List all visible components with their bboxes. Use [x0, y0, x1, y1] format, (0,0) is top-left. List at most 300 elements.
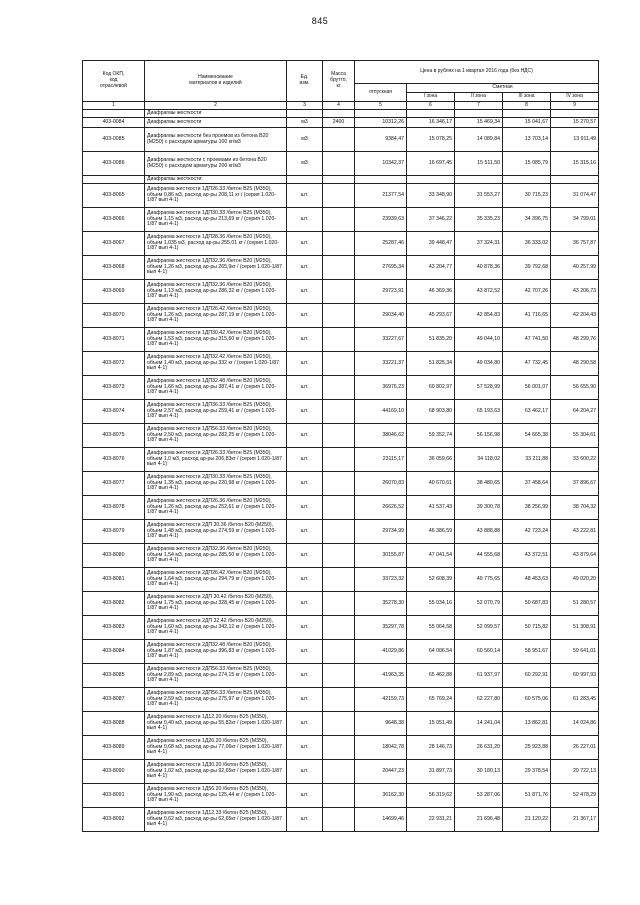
row-mass: [323, 760, 355, 784]
row-mass: [323, 376, 355, 400]
row-release-price: 9384,47: [355, 128, 407, 152]
row-zone-1-price: 51 825,34: [407, 352, 455, 376]
row-zone-4-price: 34 799,01: [551, 208, 599, 232]
row-zone-2-price: 53 287,06: [455, 784, 503, 808]
row-zone-2-price: 49 034,80: [455, 352, 503, 376]
column-number: 2: [145, 102, 287, 110]
row-release-price: 35297,78: [355, 616, 407, 640]
header-zone-4: IV зона: [551, 93, 599, 102]
row-zone-4-price: 38 704,32: [551, 496, 599, 520]
table-body: [83, 110, 599, 832]
row-release-price: 18042,78: [355, 736, 407, 760]
row-zone-4-price: 15 270,57: [551, 118, 599, 128]
table-row: [83, 256, 599, 280]
row-zone-4-price: 55 304,61: [551, 424, 599, 448]
row-zone-2-price: 56 156,98: [455, 424, 503, 448]
row-release-price: 26626,52: [355, 496, 407, 520]
row-zone-1-price: 22 931,21: [407, 808, 455, 832]
row-zone-1-price: 28 146,73: [407, 736, 455, 760]
row-code: 403-0084: [83, 118, 145, 128]
table-row: [83, 400, 599, 424]
row-zone-3-price: 30 715,23: [503, 184, 551, 208]
table-row: [83, 424, 599, 448]
row-code: 403-8071: [83, 328, 145, 352]
row-zone-3-price: 47 741,50: [503, 328, 551, 352]
row-zone-3-price: 50 687,83: [503, 592, 551, 616]
row-name: Диафрагма жесткости 2ДП32.48 /бетон В20 (М250), объем 1,87 м3, расход ар-ры 396,83 кг / (серия 1.020-1/87 вып 4-1): [145, 640, 287, 664]
row-release-price: 36162,30: [355, 784, 407, 808]
row-release-price: 33723,32: [355, 568, 407, 592]
row-zone-2-price: 42 854,83: [455, 304, 503, 328]
row-zone-3-price: 41 716,65: [503, 304, 551, 328]
row-zone-2-price: 43 888,88: [455, 520, 503, 544]
row-release-price: 10312,26: [355, 118, 407, 128]
row-mass: [323, 232, 355, 256]
table-row: [83, 376, 599, 400]
row-zone-3-price: 43 372,51: [503, 544, 551, 568]
header-estimate: Сметная: [407, 84, 599, 93]
row-unit: м3: [287, 128, 323, 152]
row-zone-3-price: 60 292,91: [503, 664, 551, 688]
row-code: 403-8087: [83, 688, 145, 712]
table-row: [83, 472, 599, 496]
row-zone-3-price: 42 707,26: [503, 280, 551, 304]
row-zone-4-price: 61 283,45: [551, 688, 599, 712]
row-code: 403-8079: [83, 520, 145, 544]
row-release-price: 42159,73: [355, 688, 407, 712]
section-row: [83, 176, 599, 184]
row-zone-3-price: 42 723,24: [503, 520, 551, 544]
row-code: 403-8085: [83, 664, 145, 688]
table-row: [83, 520, 599, 544]
row-release-price: 10342,37: [355, 152, 407, 176]
row-unit: шт.: [287, 352, 323, 376]
row-release-price: 14699,46: [355, 808, 407, 832]
row-zone-3-price: 15 041,67: [503, 118, 551, 128]
row-release-price: 29723,91: [355, 280, 407, 304]
row-code: 403-8072: [83, 352, 145, 376]
row-unit: шт.: [287, 376, 323, 400]
row-zone-1-price: 15 078,25: [407, 128, 455, 152]
table-row: [83, 664, 599, 688]
column-numbers-row: [83, 102, 599, 110]
table-row: [83, 640, 599, 664]
row-zone-4-price: 13 911,49: [551, 128, 599, 152]
row-code: 403-8090: [83, 760, 145, 784]
row-zone-1-price: 55 064,58: [407, 616, 455, 640]
row-name: Диафрагма жесткости 1ДП32.48 /бетон В20 (М250), объем 1,66 м3, расход ар-ры 387,41 кг / (серия 1.020-1/87 вып 4-1): [145, 376, 287, 400]
row-zone-4-price: 42 204,43: [551, 304, 599, 328]
row-name: Диафрагма жесткости 1ДП32.36 /бетон В20 (М250), объем 1,13 м3, расход ар-ры 286,32 кг / (серия 1.020-1/87 вып 4-1): [145, 280, 287, 304]
row-unit: шт.: [287, 496, 323, 520]
row-code: 403-8080: [83, 544, 145, 568]
column-number: 1: [83, 102, 145, 110]
row-code: 403-8067: [83, 232, 145, 256]
row-release-price: 36976,23: [355, 376, 407, 400]
row-zone-2-price: 39 300,78: [455, 496, 503, 520]
table-row: [83, 128, 599, 152]
row-zone-2-price: 31 553,27: [455, 184, 503, 208]
row-unit: шт.: [287, 592, 323, 616]
table-row: [83, 496, 599, 520]
row-zone-3-price: 51 871,76: [503, 784, 551, 808]
row-unit: м3: [287, 118, 323, 128]
row-unit: шт.: [287, 400, 323, 424]
row-code: 403-8081: [83, 568, 145, 592]
row-zone-1-price: 59 352,74: [407, 424, 455, 448]
row-name: Диафрагмы жесткости с проемами из бетона В20 (М250) с расходом арматуры 200 кг/м3: [145, 152, 287, 176]
row-mass: [323, 664, 355, 688]
row-zone-4-price: 21 367,17: [551, 808, 599, 832]
row-zone-2-price: 37 324,31: [455, 232, 503, 256]
row-unit: шт.: [287, 784, 323, 808]
page-number: 845: [311, 16, 329, 26]
row-unit: шт.: [287, 520, 323, 544]
header-code: Код ОКП, код отраслевой: [83, 61, 145, 102]
header-zone-1: I зона: [407, 93, 455, 102]
row-unit: шт.: [287, 232, 323, 256]
row-unit: шт.: [287, 760, 323, 784]
row-mass: [323, 448, 355, 472]
column-number: 8: [503, 102, 551, 110]
table-row: [83, 592, 599, 616]
row-zone-3-price: 13 703,14: [503, 128, 551, 152]
row-zone-3-price: 50 715,82: [503, 616, 551, 640]
row-zone-3-price: 56 001,07: [503, 376, 551, 400]
row-release-price: 30155,87: [355, 544, 407, 568]
row-zone-3-price: 58 951,67: [503, 640, 551, 664]
row-zone-3-price: 54 665,38: [503, 424, 551, 448]
table-row: [83, 808, 599, 832]
row-release-price: 21377,54: [355, 184, 407, 208]
row-zone-1-price: 41 537,43: [407, 496, 455, 520]
row-code: 403-8075: [83, 424, 145, 448]
row-zone-3-price: 29 378,54: [503, 760, 551, 784]
row-zone-3-price: 33 211,88: [503, 448, 551, 472]
row-zone-1-price: 52 608,39: [407, 568, 455, 592]
row-zone-1-price: 65 769,24: [407, 688, 455, 712]
row-zone-3-price: 60 575,06: [503, 688, 551, 712]
row-mass: [323, 424, 355, 448]
row-mass: [323, 304, 355, 328]
row-name: Диафрагма жесткости 1Д26.20 /бетон В25 (М350), объем 0,68 м3, расход ар-ры 77,06кг / (серия 1.020-1/87 вып 4-1): [145, 736, 287, 760]
row-mass: 2400: [323, 118, 355, 128]
row-name: Диафрагма жесткости 1ДП56.33 /бетон В20 (М250), объем 2,50 м3, расход ар-ры 282,25 кг / (серия 1.020-1/87 вып 4-1): [145, 424, 287, 448]
row-mass: [323, 184, 355, 208]
row-zone-3-price: 36 333,02: [503, 232, 551, 256]
row-mass: [323, 128, 355, 152]
row-unit: шт.: [287, 640, 323, 664]
row-mass: [323, 520, 355, 544]
row-release-price: 9648,38: [355, 712, 407, 736]
row-mass: [323, 808, 355, 832]
table-row: [83, 208, 599, 232]
row-unit: шт.: [287, 544, 323, 568]
row-zone-2-price: 15 511,50: [455, 152, 503, 176]
row-name: Диафрагма жесткости 1Д56.20 /бетон В25 (М350), объем 1,90 м3, расход ар-ры 125,44 кг / (серия 1.020-1/87 вып 4-1): [145, 784, 287, 808]
row-unit: шт.: [287, 616, 323, 640]
row-code: 403-0086: [83, 152, 145, 176]
column-number: 6: [407, 102, 455, 110]
row-code: 403-8078: [83, 496, 145, 520]
row-zone-1-price: 60 802,97: [407, 376, 455, 400]
row-zone-4-price: 43 206,73: [551, 280, 599, 304]
row-unit: шт.: [287, 736, 323, 760]
row-zone-4-price: 43 879,64: [551, 544, 599, 568]
row-zone-1-price: 45 293,67: [407, 304, 455, 328]
row-zone-2-price: 21 696,48: [455, 808, 503, 832]
row-name: Диафрагма жесткости 2ДП 30.42 /бетон В20 (М250), объем 1,75 м3, расход ар-ры 328,45 кг / (серия 1.020-1/87 вып 4-1): [145, 592, 287, 616]
column-number: 7: [455, 102, 503, 110]
table-row: [83, 304, 599, 328]
row-release-price: 29734,99: [355, 520, 407, 544]
row-zone-2-price: 52 070,79: [455, 592, 503, 616]
row-zone-1-price: 64 006,54: [407, 640, 455, 664]
row-mass: [323, 496, 355, 520]
row-zone-4-price: 26 227,01: [551, 736, 599, 760]
row-name: Диафрагма жесткости 2ДП32.36 /бетон В20 (М250), объем 1,54 м3, расход ар-ры 285,50 кг / (серия 1.020-1/87 вып 4-1): [145, 544, 287, 568]
row-name: Диафрагма жесткости 2ДП30.33 /бетон В25 (М350), объем 1,35 м3, расход ар-ры 220,98 кг / (серия 1.020-1/87 вып 4-1): [145, 472, 287, 496]
row-name: Диафрагма жесткости 2ДП56.33 /бетон В25 (М350), объем 2,59 м3, расход ар-ры 275,97 кг / (серия 1.020-1/87 вып 4-1): [145, 688, 287, 712]
header-zone-3: III зона: [503, 93, 551, 102]
row-zone-4-price: 51 308,91: [551, 616, 599, 640]
header-mass: Масса брутто, кг: [323, 61, 355, 102]
row-zone-1-price: 55 034,16: [407, 592, 455, 616]
row-zone-2-price: 65 193,63: [455, 400, 503, 424]
row-zone-2-price: 26 631,20: [455, 736, 503, 760]
row-unit: шт.: [287, 424, 323, 448]
row-zone-1-price: 46 386,59: [407, 520, 455, 544]
row-mass: [323, 152, 355, 176]
row-unit: шт.: [287, 448, 323, 472]
row-name: Диафрагма жесткости 2ДП26.33 /бетон В25 (М350), объем 1,0 м3, расход ар-ры 206,83кг / (серия 1.020-1/87 вып 4-1): [145, 448, 287, 472]
row-name: Диафрагма жесткости 1ДП32.42 /бетон В20 (М250), объем 1,40 м3, расход ар-ры 332 кг / (серия 1.020-1/87 вып 4-1): [145, 352, 287, 376]
row-zone-3-price: 13 862,81: [503, 712, 551, 736]
row-code: 403-0085: [83, 128, 145, 152]
row-name: Диафрагма жесткости 2ДП56.33 /бетон В25 (М350), объем 2,89 м3, расход ар-ры 274,15 кг / (серия 1.020-1/87 вып 4-1): [145, 664, 287, 688]
column-number: 4: [323, 102, 355, 110]
column-number: 5: [355, 102, 407, 110]
row-zone-4-price: 48 299,76: [551, 328, 599, 352]
row-zone-4-price: 59 641,01: [551, 640, 599, 664]
row-name: Диафрагма жесткости 1Д12.20 /бетон В25 (М350), объем 0,40 м3, расход ар-ры 55,82кг / (серия 1.020-1/87 вып 4-1): [145, 712, 287, 736]
row-code: 403-8068: [83, 256, 145, 280]
row-zone-3-price: 39 792,68: [503, 256, 551, 280]
row-zone-4-price: 31 074,47: [551, 184, 599, 208]
row-name: Диафрагма жесткости 1ДП30.42 /бетон В20 (М250), объем 1,53 м3, расход ар-ры 315,60 кг / (серия 1.020-1/87 вып 4-1): [145, 328, 287, 352]
table-row: [83, 544, 599, 568]
table-row: [83, 280, 599, 304]
row-unit: шт.: [287, 688, 323, 712]
row-release-price: 23939,63: [355, 208, 407, 232]
row-name: Диафрагма жесткости 1ДП28.36 /бетон В20 (М250), объем 1,035 м3, расход ар-ры 255,01 кг / (серия 1.020-1/87 вып 4-1): [145, 232, 287, 256]
row-code: 403-8089: [83, 736, 145, 760]
row-zone-2-price: 14 241,04: [455, 712, 503, 736]
table-row: [83, 184, 599, 208]
row-code: 403-8074: [83, 400, 145, 424]
section-row: [83, 110, 599, 118]
table-row: [83, 688, 599, 712]
row-zone-1-price: 68 903,80: [407, 400, 455, 424]
row-mass: [323, 568, 355, 592]
row-release-price: 23115,17: [355, 448, 407, 472]
row-mass: [323, 712, 355, 736]
row-release-price: 35278,30: [355, 592, 407, 616]
row-zone-4-price: 36 757,87: [551, 232, 599, 256]
row-name: Диафрагмы жесткости: [145, 118, 287, 128]
header-name: Наименование материалов и изделий: [145, 61, 287, 102]
row-unit: шт.: [287, 712, 323, 736]
row-zone-3-price: 15 085,79: [503, 152, 551, 176]
row-mass: [323, 352, 355, 376]
section-title: Диафрагмы жесткости: [145, 110, 287, 118]
row-code: 403-8077: [83, 472, 145, 496]
row-zone-4-price: 29 722,13: [551, 760, 599, 784]
table-header: [83, 61, 599, 110]
table-row: [83, 232, 599, 256]
row-release-price: 20447,23: [355, 760, 407, 784]
row-zone-4-price: 56 655,90: [551, 376, 599, 400]
row-mass: [323, 616, 355, 640]
row-mass: [323, 592, 355, 616]
row-zone-2-price: 60 560,14: [455, 640, 503, 664]
row-unit: шт.: [287, 472, 323, 496]
row-release-price: 41963,35: [355, 664, 407, 688]
price-table: [82, 60, 599, 832]
row-zone-3-price: 37 458,64: [503, 472, 551, 496]
row-name: Диафрагма жесткости 1Д12.33 /бетон В25 (М350), объем 0,62 м3, расход ар-ры 62,65кг / (серия 1.020-1/87 вып 4-1): [145, 808, 287, 832]
row-zone-4-price: 52 478,29: [551, 784, 599, 808]
row-zone-1-price: 31 897,73: [407, 760, 455, 784]
table-row: [83, 152, 599, 176]
row-name: Диафрагма жесткости 1ДП30.33 /бетон В25 (М350), объем 1,15 м3, расход ар-ры 213,69 кг / (серия 1.020-1/87 вып 4-1): [145, 208, 287, 232]
row-unit: шт.: [287, 208, 323, 232]
row-code: 403-8084: [83, 640, 145, 664]
row-mass: [323, 472, 355, 496]
row-code: 403-8073: [83, 376, 145, 400]
row-release-price: 25287,46: [355, 232, 407, 256]
row-code: 403-8091: [83, 784, 145, 808]
row-release-price: 33221,37: [355, 352, 407, 376]
column-number: 9: [551, 102, 599, 110]
row-zone-1-price: 16 346,17: [407, 118, 455, 128]
row-name: Диафрагма жесткости 1Д30.20 /бетон В25 (М350), объем 1,02 м3, расход ар-ры 92,65кг / (серия 1.020-1/87 вып 4-1): [145, 760, 287, 784]
row-code: 403-8065: [83, 184, 145, 208]
row-mass: [323, 544, 355, 568]
row-zone-4-price: 49 020,20: [551, 568, 599, 592]
row-zone-3-price: 21 120,22: [503, 808, 551, 832]
row-mass: [323, 640, 355, 664]
row-name: Диафрагма жесткости 2ДП 30.36 /бетон В20 (М250), объем 1,48 м3, расход ар-ры 274,59 кг / (серия 1.020-1/87 вып 4-1): [145, 520, 287, 544]
row-zone-3-price: 25 923,88: [503, 736, 551, 760]
section-title: Диафрагмы жесткости:: [145, 176, 287, 184]
row-name: Диафрагма жесткости 2ДП26.42 /бетон В20 (М250), объем 1,64 м3, расход ар-ры 294,79 кг / (серия 1.020-1/87 вып 4-1): [145, 568, 287, 592]
row-zone-4-price: 48 290,58: [551, 352, 599, 376]
table-row: [83, 760, 599, 784]
header-zone-2: II зона: [455, 93, 503, 102]
row-code: 403-8076: [83, 448, 145, 472]
row-zone-2-price: 61 937,97: [455, 664, 503, 688]
row-unit: шт.: [287, 280, 323, 304]
row-zone-1-price: 47 041,54: [407, 544, 455, 568]
row-release-price: 27695,34: [355, 256, 407, 280]
row-zone-4-price: 60 997,93: [551, 664, 599, 688]
table-row: [83, 448, 599, 472]
row-code: 403-8069: [83, 280, 145, 304]
table-row: [83, 736, 599, 760]
row-zone-2-price: 40 878,36: [455, 256, 503, 280]
row-zone-3-price: 63 462,17: [503, 400, 551, 424]
table-row: [83, 784, 599, 808]
table-row: [83, 568, 599, 592]
row-release-price: 33227,67: [355, 328, 407, 352]
row-zone-2-price: 15 469,34: [455, 118, 503, 128]
row-zone-4-price: 64 204,27: [551, 400, 599, 424]
row-mass: [323, 328, 355, 352]
row-unit: шт.: [287, 568, 323, 592]
row-unit: шт.: [287, 328, 323, 352]
row-name: Диафрагма жесткости 1ДП36.33 /бетон В25 (М350), объем 2,57 м3, расход ар-ры 259,41 кг / (серия 1.020-1/87 вып 4-1): [145, 400, 287, 424]
row-unit: шт.: [287, 664, 323, 688]
row-zone-2-price: 57 528,99: [455, 376, 503, 400]
row-zone-2-price: 49 775,65: [455, 568, 503, 592]
row-mass: [323, 256, 355, 280]
row-zone-2-price: 43 872,52: [455, 280, 503, 304]
row-zone-2-price: 62 227,80: [455, 688, 503, 712]
row-name: Диафрагма жесткости 2ДП26.36 /бетон В20 (М250), объем 1,26 м3, расход ар-ры 252,61 кг / (серия 1.020-1/87 вып 4-1): [145, 496, 287, 520]
row-zone-1-price: 15 051,49: [407, 712, 455, 736]
row-release-price: 44169,10: [355, 400, 407, 424]
column-number: 3: [287, 102, 323, 110]
row-zone-4-price: 15 315,16: [551, 152, 599, 176]
row-name: Диафрагма жесткости 2ДП 32.42 /бетон В20 (М250), объем 1,60 м3, расход ар-ры 342,12 кг / (серия 1.020-1/87 вып 4-1): [145, 616, 287, 640]
row-zone-4-price: 33 600,22: [551, 448, 599, 472]
row-zone-1-price: 39 448,47: [407, 232, 455, 256]
row-unit: шт.: [287, 304, 323, 328]
row-zone-3-price: 34 396,75: [503, 208, 551, 232]
row-zone-2-price: 34 118,02: [455, 448, 503, 472]
row-zone-3-price: 48 453,63: [503, 568, 551, 592]
row-code: 403-8083: [83, 616, 145, 640]
row-zone-1-price: 37 346,22: [407, 208, 455, 232]
row-zone-2-price: 49 044,10: [455, 328, 503, 352]
row-mass: [323, 736, 355, 760]
row-zone-1-price: 33 348,90: [407, 184, 455, 208]
row-name: Диафрагмы жесткости без проемов из бетона В20 (М250) с расходом арматуры 100 кг/м3: [145, 128, 287, 152]
row-zone-1-price: 51 835,20: [407, 328, 455, 352]
row-zone-2-price: 52 099,57: [455, 616, 503, 640]
row-zone-2-price: 44 555,68: [455, 544, 503, 568]
row-zone-1-price: 40 670,61: [407, 472, 455, 496]
row-name: Диафрагма жесткости 1ДП26.33 /бетон В25 (М350), объем 0,86 м3, расход ар-ры 208,11 кг / (серия 1.020-1/87 вып 4-1): [145, 184, 287, 208]
row-code: 403-8088: [83, 712, 145, 736]
row-mass: [323, 280, 355, 304]
row-unit: шт.: [287, 256, 323, 280]
row-zone-2-price: 38 480,65: [455, 472, 503, 496]
row-zone-1-price: 56 319,62: [407, 784, 455, 808]
row-zone-1-price: 36 059,66: [407, 448, 455, 472]
row-code: 403-8066: [83, 208, 145, 232]
row-zone-3-price: 47 732,45: [503, 352, 551, 376]
row-release-price: 41029,86: [355, 640, 407, 664]
row-code: 403-8070: [83, 304, 145, 328]
row-unit: шт.: [287, 184, 323, 208]
table-row: [83, 352, 599, 376]
table-row: [83, 328, 599, 352]
row-zone-1-price: 46 369,36: [407, 280, 455, 304]
header-price-group: Цена в рублях на 1 квартал 2016 года (без НДС): [355, 61, 599, 84]
row-mass: [323, 784, 355, 808]
